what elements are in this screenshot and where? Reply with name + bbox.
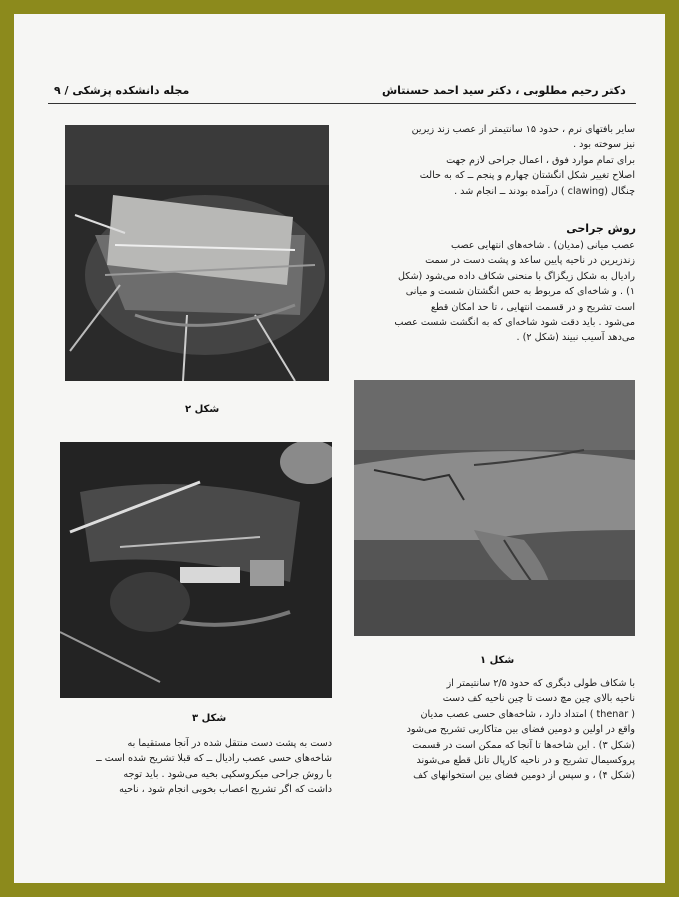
section-title: روش جراحی	[566, 222, 636, 235]
text-line: ( thenar ) امتداد دارد ، شاخه‌های حسی عصب مدیان	[420, 708, 635, 720]
figure-3-photo	[60, 442, 332, 698]
intro-paragraph	[355, 122, 635, 199]
text-line: می‌شود . باید دقت شود شاخه‌ای که به انگشت شست عصب	[394, 317, 635, 329]
figure-1-caption: شکل ۱	[480, 655, 515, 666]
text-line: (شکل ۴) ، و سپس از دومین فضای بین استخوانهای کف	[413, 770, 635, 782]
text-line: پروکسیمال تشریح و در ناحیه کارپال تانل قطع می‌شوند	[416, 755, 635, 767]
text-line: رادیال به شکل زیگزاگ با منحنی شکاف داده می‌شود (شکل	[397, 270, 635, 282]
text-line: است تشریح و در قسمت انتهایی ، تا حد امکان قطع	[430, 301, 635, 313]
text-line: با شکاف طولی دیگری که حدود ۲/۵ سانتیمتر از	[446, 678, 635, 689]
method-paragraph	[355, 238, 635, 346]
text-line: سایر بافتهای نرم ، حدود ۱۵ سانتیمتر از عصب زند زیرین	[411, 124, 635, 135]
text-line: ناحیه بالای چین مچ دست تا چین ناحیه کف دست	[442, 693, 635, 705]
text-line: برای تمام موارد فوق ، اعمال جراحی لازم جهت	[446, 154, 635, 166]
header-rule	[48, 103, 636, 104]
text-line: می‌دهد آسیب نبیند (شکل ۲) .	[516, 332, 635, 344]
page-header-journal: مجله دانشکده پزشکی / ۹	[54, 84, 190, 97]
figure-2-photo	[65, 125, 329, 381]
text-line: دست به پشت دست منتقل شده در آنجا مستقیما به	[127, 738, 332, 749]
radial-paragraph	[64, 736, 332, 798]
text-line: چنگال (clawing ) درآمده بودند ــ انجام شد .	[454, 185, 635, 197]
text-line: داشت که اگر تشریح اعصاب بخوبی انجام شود ، ناحیه	[119, 784, 332, 796]
figure-1-photo	[354, 380, 635, 636]
text-line: شاخه‌های حسی عصب رادیال ــ که قبلا تشریح شده است ــ	[96, 753, 332, 765]
text-line: نیز سوخته بود .	[573, 139, 635, 151]
thenar-paragraph	[355, 676, 635, 784]
text-line: با روش جراحی میکروسکپی بخیه می‌شود . باید توجه	[123, 768, 332, 780]
page-header-authors: دکتر رحیم مطلوبی ، دکتر سید احمد حسنتاش	[382, 84, 626, 97]
text-line: واقع در اولین و دومین فضای بین متاکاربی تشریح می‌شود	[406, 724, 635, 736]
text-line: عصب میانی (مدیان) . شاخه‌های انتهایی عصب	[451, 240, 635, 251]
figure-3-caption: شکل ۳	[192, 713, 227, 724]
text-line: (شکل ۳) . این شاخه‌ها تا آنجا که ممکن است در قسمت	[412, 739, 635, 751]
text-line: زندزیرین در ناحیه پایین ساعد و پشت دست در سمت	[425, 255, 635, 267]
figure-2-caption: شکل ۲	[185, 404, 220, 415]
text-line: ۱) . و شاخه‌ای که مربوط به حس انگشتان شست و میانی	[405, 286, 635, 298]
text-line: اصلاح تغییر شکل انگشتان چهارم و پنجم ــ که به حالت	[419, 170, 635, 182]
